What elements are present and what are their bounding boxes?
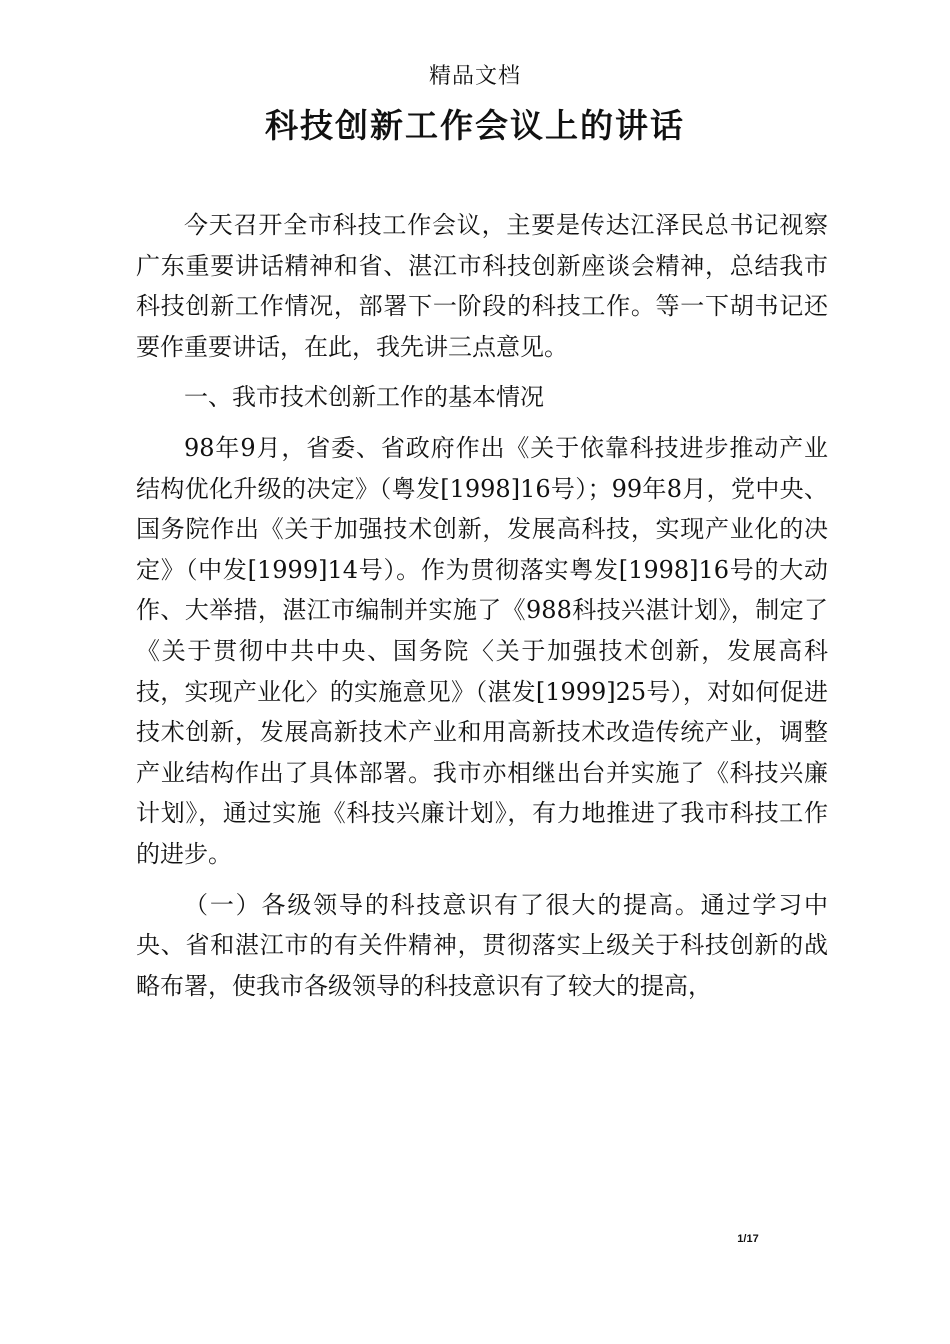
paragraph-section-heading: 一、我市技术创新工作的基本情况 bbox=[184, 383, 544, 412]
header-label: 精品文档 bbox=[428, 64, 521, 89]
document-title: 科技创新工作会议上的讲话 bbox=[265, 106, 685, 145]
paragraph-point-one: （一）各级领导的科技意识有了很大的提高。通过学习中央、省和湛江市的有关件精神，贯彻落实上级关于科技创新的战略布署，使我市各级领导的科技意识有了较大的提高， bbox=[136, 890, 828, 1000]
paragraph-intro: 今天召开全市科技工作会议，主要是传达江泽民总书记视察广东重要讲话精神和省、湛江市科技创新座谈会精神，总结我市科技创新工作情况，部署下一阶段的科技工作。等一下胡书记还要作重要讲话，在此，我先讲三点意见。 bbox=[136, 211, 828, 361]
paragraph-background: 98年9月，省委、省政府作出《关于依靠科技进步推动产业结构优化升级的决定》（粤发[1998]16号）；99年8月，党中央、国务院作出《关于加强技术创新，发展高科技，实现产业化的决定》（中发[1999]14号）。作为贯彻落实粤发[1998]16号的大动作、大举措，湛江市编制并实施了《988科技兴湛计划》，制定了《关于贯彻中共中央、国务院〈关于加强技术创新，发展高科技，实现产业化〉的实施意见》（湛发[1999]25号），对如何促进技术创新，发展高新技术产业和用高新技术改造传统产业，调整产业结构作出了具体部署。我市亦相继出台并实施了《科技兴廉计划》，通过实施《科技兴廉计划》，有力地推进了我市科技工作的进步。 bbox=[136, 433, 828, 868]
document-body bbox=[136, 205, 828, 1016]
page-number: 1/17 bbox=[737, 1233, 759, 1245]
